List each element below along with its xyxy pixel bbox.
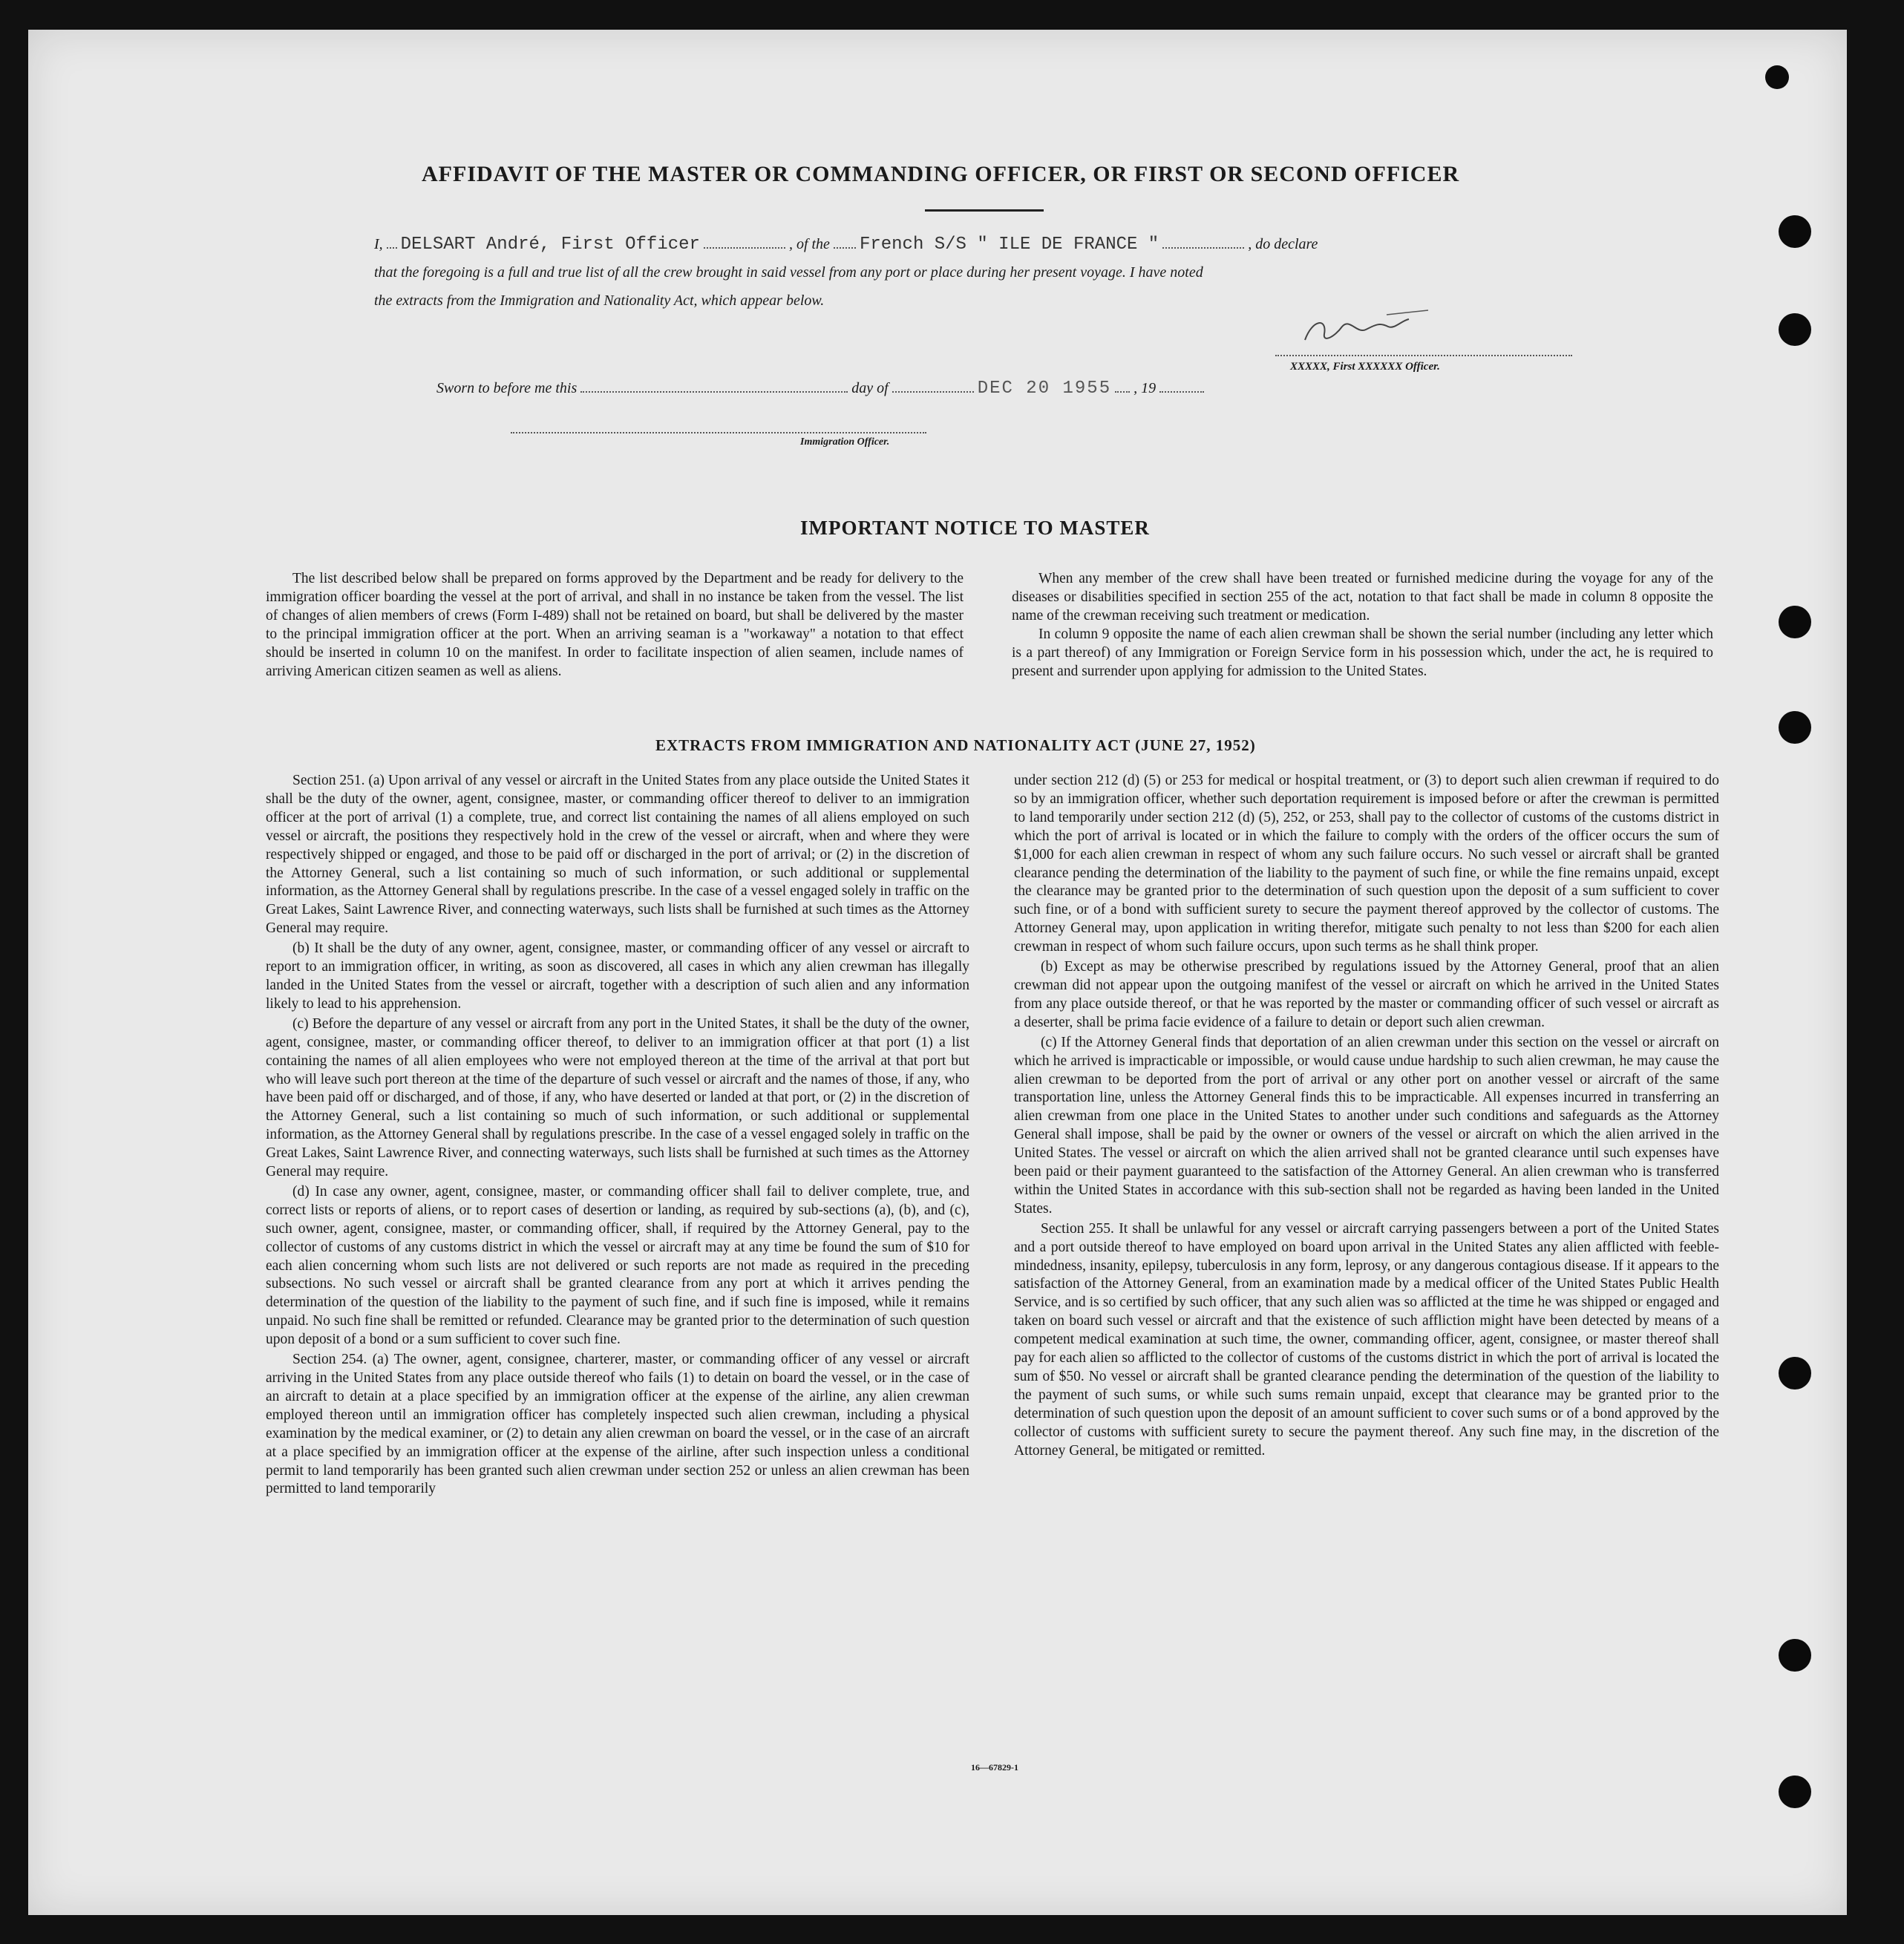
vessel-name: French S/S " ILE DE FRANCE " <box>859 235 1159 255</box>
document-page <box>28 30 1847 1915</box>
signature-line <box>1275 355 1572 356</box>
extract-paragraph: under section 212 (d) (5) or 253 for medical or hospital treatment, or (3) to deport such alien crewman if required to do so by an immigration officer, whether such deportation requirement is imposed before or after the crewman is permitted to land temporarily under section 212 (d) (5), 252, or 253, shall pay to the collector of customs of the customs district in which the port of arrival is located or in which the failure to comply with the orders of the officer occurs the sum of $1,000 for each alien crewman in respect of whom any such failure occurs. No such vessel or aircraft shall be granted clearance pending the determination of the liability to the payment of such fine, or while the fine remains unpaid, except the clearance may be granted prior to the determination of such question upon the deposit of a sum sufficient to cover such fine, or of a bond with sufficient surety to secure the payment thereof approved by the collector of customs. The Attorney General may, upon application in writing therefor, mitigate such penalty to not less than $200 for each alien crewman in respect of whom such failure occurs, upon such terms as he shall think proper. <box>1014 773 1719 955</box>
year-label: , 19 <box>1133 380 1157 396</box>
extract-paragraph: Section 254. (a) The owner, agent, consignee, charterer, master, or commanding officer of any vessel or aircraft arriving in the United States from any place outside thereof who fails (1) to detain on board the vessel, or in the case of an aircraft to detain at a place specified by an immigration officer at the expense of the airline, any alien crewman employed thereon until an immigration officer has completely inspected such alien crewman, including a physical examination by the medical examiner, or (2) to detain any alien crewman on board the vessel, or in the case of an aircraft at a place specified by an immigration officer at the expense of the airline, after such inspection unless a conditional permit to land temporarily has been granted such alien crewman under section 252 or unless an alien crewman has been permitted to land temporarily <box>266 1352 969 1497</box>
affidavit-title: AFFIDAVIT OF THE MASTER OR COMMANDING OFFICER, OR FIRST OR SECOND OFFICER <box>422 162 1460 186</box>
extract-paragraph: (b) It shall be the duty of any owner, agent, consignee, master, or commanding officer of any vessel or aircraft to report to an immigration officer, in writing, as soon as discovered, all cases in which any alien crewman has illegally landed in the United States from the vessel or aircraft, together with a description of such alien and any information likely to lead to his apprehension. <box>266 940 969 1012</box>
do-declare-label: , do declare <box>1248 236 1318 252</box>
signature-label: XXXXX, First XXXXXX Officer. <box>1290 361 1440 373</box>
extract-paragraph: (c) Before the departure of any vessel or aircraft from any port in the United States, it shall be the duty of the owner, agent, consignee, master, or commanding officer thereof, to deliver to an immigration officer at that port (1) a list containing the names of all alien employees who were not employed thereon at the time of the arrival at that port but who will leave such port thereon at the time of the departure of such vessel or aircraft and the names of those, if any, who have been paid off or discharged, and of those, if any, who have deserted or landed at that port, or (2) in the discretion of the Attorney General, such a list containing so much of such information, or such additional or supplemental information, as the Attorney General shall by regulations prescribe. In the case of a vessel engaged solely in traffic on the Great Lakes, Saint Lawrence River, and connecting waterways, such lists shall be furnished at such times as the Attorney General may require. <box>266 1015 969 1180</box>
extract-paragraph: (d) In case any owner, agent, consignee, master, or commanding officer shall fail to deliver complete, true, and correct lists or reports of aliens, or to report cases of desertion or landing, as required by sub-sections (a), (b), and (c), such owner, agent, consignee, master, or commanding officer, shall, if required by the Attorney General, pay to the collector of customs of any customs district in which the vessel or aircraft may at any time be found the sum of $10 for each alien concerning whom such lists are not delivered or such reports are not made as required in the preceding subsections. No such vessel or aircraft shall be granted clearance from any port at which it arrives pending the determination of the question of the liability to the payment of such fine, and if such fine is imposed, while it remains unpaid. No such fine shall be remitted or refunded. Clearance may be granted prior to the determination of such question upon deposit of a bond or a sum sufficient to cover such fine. <box>266 1183 969 1348</box>
i-label: I, <box>374 236 383 252</box>
form-number: 16—67829-1 <box>971 1762 1018 1773</box>
extract-paragraph: Section 255. It shall be unlawful for any vessel or aircraft carrying passengers between a port of the United States and a port outside thereof to have employed on board upon arrival in the United States any alien afflicted with feeble-mindedness, insanity, epilepsy, tuberculosis in any form, leprosy, or any dangerous contagious disease. If it appears to the satisfaction of the Attorney General, from an examination made by a medical officer of the United States Public Health Service, and is so certified by such officer, that any such alien was so afflicted at the time he was shipped or engaged and taken on board such vessel or aircraft and that the existence of such affliction might have been detected by means of a competent medical examination at such time, the owner, commanding officer, agent, consignee, or master thereof shall pay for each alien so afflicted to the collector of customs of the customs district in which the port of arrival is located the sum of $50. No vessel or aircraft shall be granted clearance pending the determination of the question of the liability to the payment of such sums, or while such sums remain unpaid, except that clearance may be granted prior to the determination of such question upon the deposit of an amount sufficient to cover such sums or of a bond approved by the collector of customs with sufficient surety to secure the payment thereof. Any such fine may, in the discretion of the Attorney General, be mitigated or remitted. <box>1014 1220 1719 1459</box>
notice-right-column <box>1012 570 1713 681</box>
of-the-label: , of the <box>788 236 830 252</box>
notice-title: IMPORTANT NOTICE TO MASTER <box>800 517 1150 539</box>
sworn-prefix: Sworn to before me this <box>436 380 578 396</box>
declaration-block <box>374 230 1577 315</box>
declaration-line-2: that the foregoing is a full and true list of all the crew brought in said vessel from any port or place during her present voyage. I have noted <box>374 264 1203 281</box>
notice-paragraph: When any member of the crew shall have been treated or furnished medicine during the voyage for any of the diseases or disabilities specified in section 255 of the act, notation to that fact shall be made in column 8 opposite the name of the crewman receiving such treatment or medication. <box>1012 571 1713 624</box>
immigration-officer-line <box>511 432 926 433</box>
extracts-right-column <box>1014 772 1719 1462</box>
extract-paragraph: Section 251. (a) Upon arrival of any vessel or aircraft in the United States from any place outside the United States it shall be the duty of the owner, agent, consignee, master, or commanding officer thereof to deliver to an immigration officer at the port of arrival (1) a complete, true, and correct list containing the names of all aliens employed on such vessel or aircraft, the positions they respectively hold in the crew of the vessel or aircraft, when and where they were respectively shipped or engaged, and those to be paid off or discharged in the port of arrival; or (2) in the discretion of the Attorney General, such a list containing so much of such information, or such additional or supplemental information, as the Attorney General shall by regulations prescribe. In the case of a vessel engaged solely in traffic on the Great Lakes, Saint Lawrence River, and connecting waterways, such lists shall be furnished at such times as the Attorney General may require. <box>266 773 969 937</box>
extract-paragraph: (b) Except as may be otherwise prescribed by regulations issued by the Attorney General, proof that an alien crewman did not appear upon the outgoing manifest of the vessel or aircraft on which he arrived in the United States from any place outside thereof, or that he was reported by the master or commanding officer of such vessel or aircraft as a deserter, shall be prima facie evidence of a failure to detain or deport such alien crewman. <box>1014 959 1719 1030</box>
notice-paragraph: In column 9 opposite the name of each alien crewman shall be shown the serial number (including any letter which is a part thereof) of any Immigration or Foreign Service form in his possession which, under the act, he is required to present and surrender upon applying for admission to the United States. <box>1012 626 1713 679</box>
notice-left-column <box>266 570 964 681</box>
notice-paragraph: The list described below shall be prepared on forms approved by the Department and be ready for delivery to the immigration officer boarding the vessel at the port of arrival, and shall in no instance be taken from the vessel. The list of changes of alien members of crews (Form I-489) shall not be retained on board, but shall be delivered by the master to the principal immigration officer at the port. When an arriving seaman is a "workaway" a notation to that effect should be inserted in column 10 on the manifest. In order to facilitate inspection of alien seamen, include names of arriving American citizen seamen as well as aliens. <box>266 571 964 679</box>
declaration-line-3: the extracts from the Immigration and Nationality Act, which appear below. <box>374 292 825 309</box>
signature-scribble <box>1298 304 1439 349</box>
immigration-officer-label: Immigration Officer. <box>800 436 890 448</box>
extracts-title: EXTRACTS FROM IMMIGRATION AND NATIONALITY ACT (JUNE 27, 1952) <box>655 736 1256 754</box>
extracts-left-column <box>266 772 969 1500</box>
officer-name: DELSART André, First Officer <box>400 235 700 255</box>
sworn-line <box>436 379 1204 399</box>
title-divider <box>925 209 1044 212</box>
day-of-label: day of <box>851 380 889 396</box>
date-stamp: DEC 20 1955 <box>977 379 1112 399</box>
extract-paragraph: (c) If the Attorney General finds that deportation of an alien crewman under this section on the vessel or aircraft on which he arrived is impracticable or impossible, or would cause undue hardship to such alien crewman, he may cause the alien crewman to be deported from the port of arrival or any other port on another vessel or aircraft of the same transportation line, unless the Attorney General finds this to be impracticable. All expenses incurred in transferring an alien crewman from one place in the United States to another under such conditions and safeguards as the Attorney General shall impose, shall be paid by the owner or owners of the vessel or aircraft on which the alien arrived in the United States. The vessel or aircraft on which the alien arrived shall not be granted clearance until such expenses have been paid or their payment guaranteed to the satisfaction of the Attorney General. An alien crewman who is transferred within the United States in accordance with this sub-section shall not be regarded as having been landed in the United States. <box>1014 1034 1719 1217</box>
